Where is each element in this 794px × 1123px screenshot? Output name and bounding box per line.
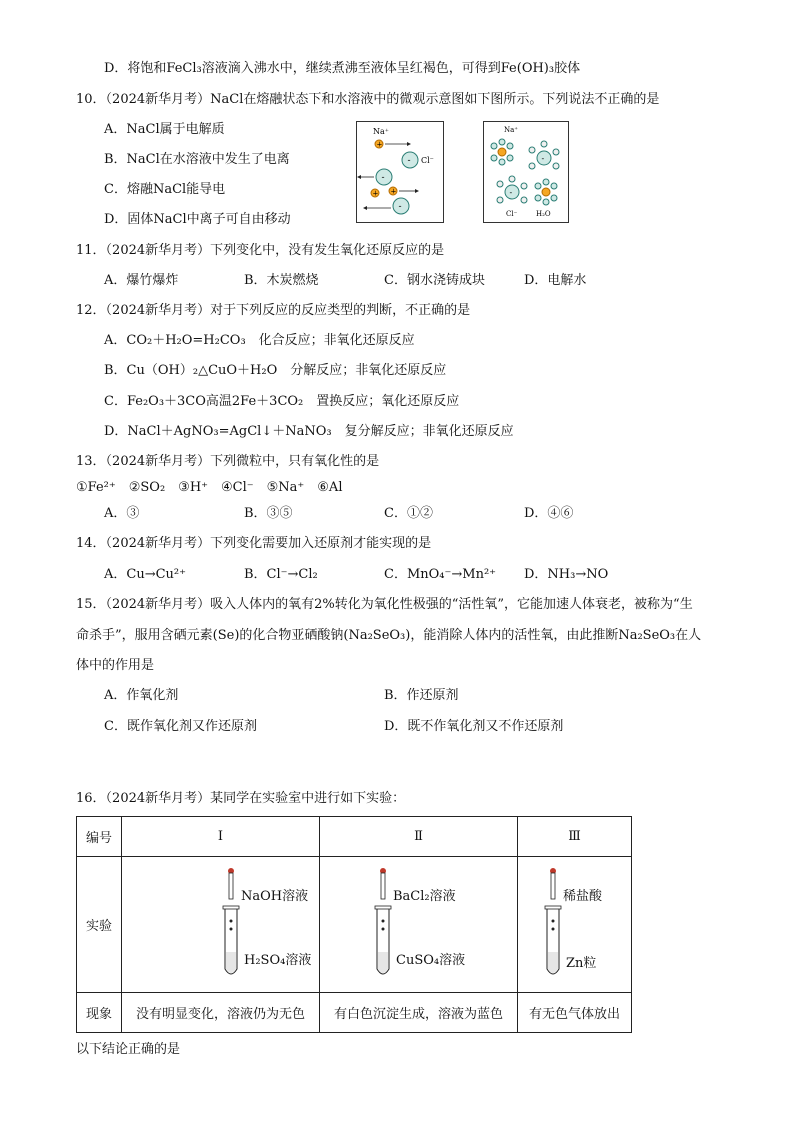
fig1-cl-label: Cl⁻ — [421, 156, 434, 165]
hydrated-na-ion-icon — [491, 139, 513, 165]
q12-option-b: B．Cu（OH）₂△CuO＋H₂O 分解反应；非氧化还原反应 — [104, 363, 447, 378]
q15-option-a: A．作氧化剂 — [104, 688, 179, 703]
phenomenon-cell-2: 有白色沉淀生成，溶液为蓝色 — [320, 993, 518, 1033]
tube-label-2: CuSO₄溶液 — [396, 953, 466, 968]
q13-option-a: A．③ — [104, 506, 140, 521]
hydrated-cl-ion-icon — [497, 176, 527, 203]
q11-option-d: D．电解水 — [524, 273, 587, 288]
test-tube-icon — [223, 906, 239, 974]
q11-option-a: A．爆竹爆炸 — [104, 273, 179, 288]
q12-stem: 12．（2024新华月考）对于下列反应的反应类型的判断，不正确的是 — [76, 303, 471, 318]
svg-text:-: - — [541, 154, 545, 163]
q15-stem-line-1: 15．（2024新华月考）吸入人体内的氧有2%转化为氧化性极强的“活性氧”，它能加速人体衰老，被称为“生 — [76, 597, 693, 612]
tube-label-1: H₂SO₄溶液 — [244, 953, 312, 968]
q13-option-b: B．③⑤ — [244, 506, 293, 521]
q15-option-d: D．既不作氧化剂又不作还原剂 — [384, 719, 564, 734]
fig2-h2o-label: H₂O — [536, 210, 551, 218]
q15-option-c: C．既作氧化剂又作还原剂 — [104, 719, 257, 734]
dropper-icon — [550, 868, 556, 899]
q16-conclusion: 以下结论正确的是 — [76, 1042, 181, 1057]
experiment-cell-3 — [518, 857, 632, 993]
q15-stem-line-3: 体中的作用是 — [76, 658, 155, 673]
q10-option-a: A．NaCl属于电解质 — [104, 122, 225, 137]
q11-option-b: B．木炭燃烧 — [244, 273, 319, 288]
fig1-na-label: Na⁺ — [373, 127, 389, 136]
header-cell: Ⅲ — [518, 817, 632, 857]
molten-nacl-figure — [356, 121, 444, 223]
header-cell: Ⅰ — [122, 817, 320, 857]
q14-stem: 14．（2024新华月考）下列变化需要加入还原剂才能实现的是 — [76, 536, 432, 551]
nacl-solution-figure — [483, 121, 569, 223]
tube-label-3: Zn粒 — [566, 956, 597, 971]
hydrated-cl-ion-icon — [529, 141, 559, 169]
prev-option-d: D．将饱和FeCl₃溶液滴入沸水中，继续煮沸至液体呈红褐色，可得到Fe(OH)₃胶体 — [104, 61, 581, 76]
experiment-table — [76, 816, 632, 1033]
q10-option-d: D．固体NaCl中离子可自由移动 — [104, 212, 291, 227]
q14-option-d: D．NH₃→NO — [524, 567, 609, 582]
fig2-na-label: Na⁺ — [504, 126, 518, 134]
test-tube-icon — [375, 906, 391, 974]
q13-option-d: D．④⑥ — [524, 506, 574, 521]
svg-text:+: + — [390, 187, 397, 196]
q16-stem: 16．（2024新华月考）某同学在实验室中进行如下实验： — [76, 791, 406, 806]
svg-text:+: + — [372, 189, 379, 198]
dropper-label-2: BaCl₂溶液 — [393, 889, 456, 904]
dropper-label-3: 稀盐酸 — [563, 889, 603, 904]
experiment-cell-1 — [122, 857, 320, 993]
header-cell: 编号 — [77, 817, 122, 857]
svg-text:-: - — [398, 202, 402, 212]
hydrated-na-ion-icon — [535, 179, 557, 205]
svg-text:-: - — [509, 188, 513, 197]
q14-option-c: C．MnO₄⁻→Mn²⁺ — [384, 567, 497, 582]
q12-option-a: A．CO₂＋H₂O=H₂CO₃ 化合反应；非氧化还原反应 — [104, 333, 415, 348]
q11-stem: 11．（2024新华月考）下列变化中，没有发生氧化还原反应的是 — [76, 243, 445, 258]
row-label: 实验 — [77, 857, 122, 993]
dropper-icon — [380, 868, 386, 899]
phenomenon-cell-1: 没有明显变化，溶液仍为无色 — [122, 993, 320, 1033]
test-tube-icon — [545, 906, 561, 974]
svg-text:-: - — [407, 156, 411, 166]
q11-option-c: C．钢水浇铸成块 — [384, 273, 485, 288]
q13-items: ①Fe²⁺ ②SO₂ ③H⁺ ④Cl⁻ ⑤Na⁺ ⑥Al — [76, 480, 343, 495]
q12-option-d: D．NaCl＋AgNO₃=AgCl↓＋NaNO₃ 复分解反应；非氧化还原反应 — [104, 424, 514, 439]
q12-option-c: C．Fe₂O₃＋3CO高温2Fe＋3CO₂ 置换反应；氧化还原反应 — [104, 394, 460, 409]
q15-option-b: B．作还原剂 — [384, 688, 459, 703]
q14-option-b: B．Cl⁻→Cl₂ — [244, 567, 318, 582]
experiment-cell-2 — [320, 857, 518, 993]
q13-stem: 13．（2024新华月考）下列微粒中，只有氧化性的是 — [76, 454, 380, 469]
q15-stem-line-2: 命杀手”，服用含硒元素(Se)的化合物亚硒酸钠(Na₂SeO₃)，能消除人体内的活性氧，由此推断Na₂SeO₃在人 — [76, 628, 702, 643]
header-cell: Ⅱ — [320, 817, 518, 857]
fig2-cl-label: Cl⁻ — [506, 210, 518, 218]
svg-text:+: + — [376, 140, 383, 149]
table-row-experiment — [77, 857, 632, 993]
svg-text:-: - — [381, 173, 385, 183]
q10-stem: 10．（2024新华月考）NaCl在熔融状态下和水溶液中的微观示意图如下图所示。下列说法不正确的是 — [76, 92, 660, 107]
q10-option-c: C．熔融NaCl能导电 — [104, 182, 226, 197]
phenomenon-cell-3: 有无色气体放出 — [518, 993, 632, 1033]
dropper-label-1: NaOH溶液 — [241, 889, 309, 904]
dropper-icon — [228, 868, 234, 899]
table-row-phenomenon — [77, 993, 632, 1033]
q14-option-a: A．Cu→Cu²⁺ — [104, 567, 186, 582]
q10-option-b: B．NaCl在水溶液中发生了电离 — [104, 152, 290, 167]
table-header-row — [77, 817, 632, 857]
q13-option-c: C．①② — [384, 506, 433, 521]
row-label: 现象 — [77, 993, 122, 1033]
